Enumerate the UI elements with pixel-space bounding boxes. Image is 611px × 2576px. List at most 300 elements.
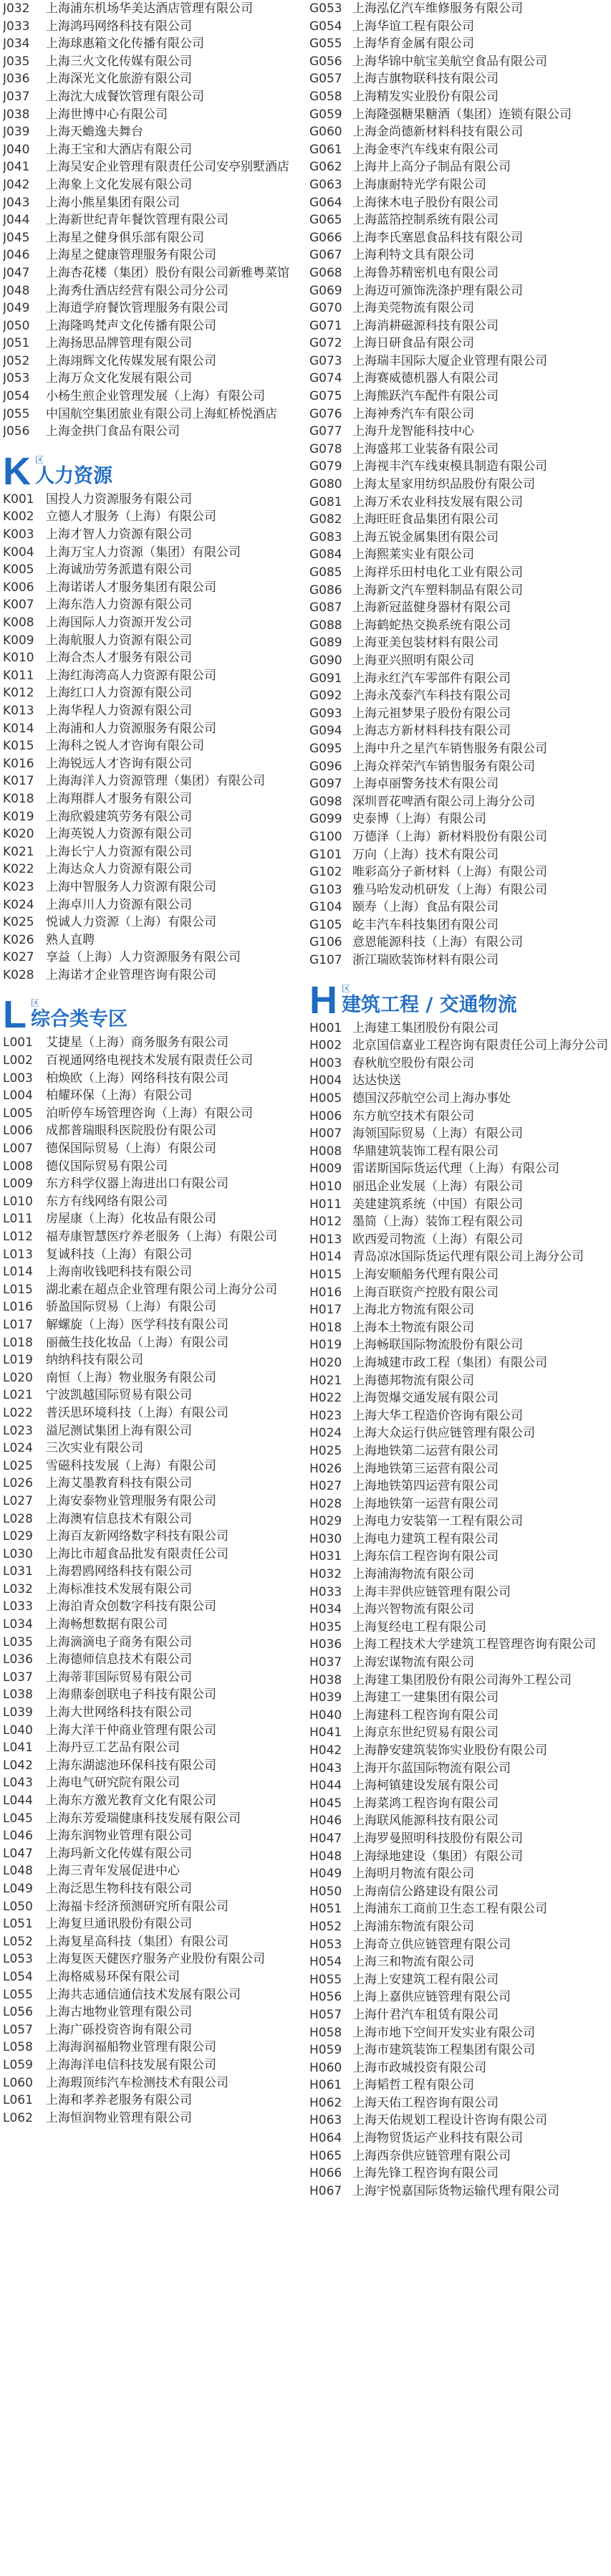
booth-code: L054: [3, 1969, 33, 1984]
booth-code: H030: [309, 1531, 342, 1546]
booth-code: K018: [3, 791, 34, 806]
list-item: [309, 1178, 610, 1196]
booth-code: H047: [309, 1831, 342, 1846]
company-name: 上海华育金属有限公司: [352, 37, 474, 52]
list-item: [309, 846, 610, 864]
list-item: [3, 1334, 302, 1352]
booth-code: G074: [309, 371, 342, 386]
list-item: [309, 300, 610, 317]
list-item: [309, 670, 610, 688]
company-name: 上海共志通信通信技术发展有限公司: [46, 1987, 241, 2002]
booth-code: H008: [309, 1144, 342, 1159]
list-item: [309, 2112, 610, 2130]
section-l-title: 综合类专区: [31, 1008, 128, 1031]
company-name: 上海星之健康管理服务有限公司: [46, 248, 216, 263]
list-item: [309, 1108, 610, 1126]
booth-code: L023: [3, 1423, 33, 1438]
booth-code: L033: [3, 1599, 33, 1614]
list-item: [3, 70, 302, 88]
booth-code: L013: [3, 1247, 33, 1262]
booth-code: J032: [3, 1, 30, 16]
booth-code: L044: [3, 1794, 33, 1808]
booth-code: H046: [309, 1814, 342, 1829]
list-item: [309, 1442, 610, 1460]
list-item: [3, 2074, 302, 2092]
booth-code: K022: [3, 862, 34, 877]
company-name: 上海大洋干仲商业管理有限公司: [46, 1723, 216, 1738]
list-item: [309, 1619, 610, 1637]
booth-code: H006: [309, 1109, 342, 1124]
booth-code: H045: [309, 1796, 342, 1811]
company-name: 上海建工一建集团有限公司: [352, 1690, 499, 1705]
booth-code: L060: [3, 2075, 33, 2090]
booth-code: K006: [3, 580, 34, 595]
list-item: [309, 952, 610, 969]
booth-code: H042: [309, 1743, 342, 1758]
company-name: 上海畅联国际物流股份有限公司: [352, 1338, 523, 1353]
booth-code: H062: [309, 2095, 342, 2110]
company-name: 上海迈可颁饰洗涤护理有限公司: [352, 283, 523, 298]
company-name: 上海诺诺人才服务集团有限公司: [46, 580, 216, 595]
company-name: 上海地铁第四运营有限公司: [352, 1479, 499, 1494]
company-name: 万向（上海）技术有限公司: [352, 847, 499, 862]
booth-code: K026: [3, 932, 34, 947]
list-item: [3, 737, 302, 755]
booth-code: L009: [3, 1177, 33, 1192]
company-name: 东方航空技术有限公司: [352, 1109, 474, 1124]
booth-code: H035: [309, 1619, 342, 1634]
company-name: 上海畅想数据有限公司: [46, 1617, 168, 1632]
list-item: [3, 264, 302, 282]
booth-code: K001: [3, 492, 34, 507]
list-item: [309, 617, 610, 635]
booth-code: G092: [309, 689, 342, 704]
booth-code: H060: [309, 2060, 342, 2075]
company-name: 德保国际贸易（上海）有限公司: [46, 1141, 216, 1157]
list-item: [3, 353, 302, 370]
company-name: 上海志方新材料科技有限公司: [352, 724, 511, 739]
list-item: [3, 878, 302, 896]
booth-code: G065: [309, 213, 342, 228]
list-item: [309, 2165, 610, 2183]
company-name: 上海神秀汽车有限公司: [352, 406, 474, 421]
list-item: [309, 1319, 610, 1337]
list-item: [3, 1686, 302, 1704]
company-name: 普沃思环境科技（上海）有限公司: [46, 1405, 228, 1420]
booth-code: K005: [3, 562, 34, 578]
booth-code: J040: [3, 142, 30, 157]
booth-code: L036: [3, 1652, 33, 1667]
booth-code: H051: [309, 1902, 342, 1917]
list-item: [309, 70, 610, 88]
booth-code: H036: [309, 1637, 342, 1652]
section-k-header: [3, 444, 302, 491]
company-name: 上海深光文化旅游有限公司: [46, 72, 192, 87]
company-name: 上海秀仕酒店经营有限公司分公司: [46, 283, 228, 298]
list-item: [309, 687, 610, 705]
booth-code: J033: [3, 19, 30, 34]
list-item: [3, 1968, 302, 1986]
company-name: 春秋航空股份有限公司: [352, 1055, 474, 1071]
list-item: [309, 1354, 610, 1372]
company-name: 上海韬哲工程有限公司: [352, 2078, 474, 2093]
list-item: [3, 1634, 302, 1652]
booth-code: L045: [3, 1811, 33, 1826]
booth-code: L002: [3, 1053, 33, 1068]
booth-code: K016: [3, 756, 34, 771]
booth-code: G098: [309, 794, 342, 809]
list-item: [3, 1616, 302, 1634]
company-name: 解螺旋（上海）医学科技有限公司: [46, 1317, 228, 1332]
booth-code: G099: [309, 812, 342, 827]
list-item: [309, 1037, 610, 1055]
booth-code: H027: [309, 1479, 342, 1494]
booth-code: H067: [309, 2183, 342, 2198]
company-name: 上海鲁苏精密机电有限公司: [352, 265, 499, 280]
company-name: 上海众祥荣汽车销售服务有限公司: [352, 759, 535, 774]
list-item: [309, 934, 610, 952]
company-name: 上海绿地建设（集团）有限公司: [352, 1849, 523, 1864]
booth-code: J048: [3, 283, 30, 298]
booth-code: H032: [309, 1567, 342, 1582]
company-name: 上海安泰物业管理服务有限公司: [46, 1493, 216, 1508]
booth-code: G062: [309, 160, 342, 175]
booth-code: K024: [3, 897, 34, 912]
list-item: [3, 1704, 302, 1722]
company-name: 上海卓丽警务技术有限公司: [352, 777, 499, 792]
booth-code: L048: [3, 1864, 33, 1879]
list-item: [3, 1810, 302, 1828]
booth-code: G072: [309, 336, 342, 351]
booth-code: G071: [309, 318, 342, 333]
company-name: 上海华谊工程有限公司: [352, 19, 474, 34]
booth-code: L018: [3, 1335, 33, 1350]
booth-code: H011: [309, 1197, 342, 1212]
booth-code: H038: [309, 1672, 342, 1687]
booth-code: L010: [3, 1194, 33, 1209]
list-item: [309, 1389, 610, 1407]
company-name: 上海大众运行供应链管理有限公司: [352, 1426, 535, 1441]
booth-code: H034: [309, 1602, 342, 1617]
booth-code: L039: [3, 1705, 33, 1720]
booth-code: K019: [3, 809, 34, 824]
company-name: 上海明月物流有限公司: [352, 1867, 474, 1882]
booth-code: L029: [3, 1529, 33, 1544]
company-name: 上海城建市政工程（集团）有限公司: [352, 1355, 547, 1370]
company-name: 上海万众文化发展有限公司: [46, 371, 192, 386]
company-name: 上海天佑规划工程设计咨询有限公司: [352, 2113, 547, 2128]
company-name: 上海静安建筑装饰实业股份有限公司: [352, 1743, 547, 1758]
list-item: [3, 1422, 302, 1440]
booth-code: G086: [309, 583, 342, 598]
list-item: [309, 652, 610, 670]
booth-code: H020: [309, 1355, 342, 1370]
company-name: 上海德师信息技术有限公司: [46, 1652, 192, 1667]
booth-code: L015: [3, 1282, 33, 1297]
booth-code: G084: [309, 547, 342, 562]
list-item: [3, 720, 302, 738]
list-item: [309, 775, 610, 793]
company-name: 上海广砾投资咨询有限公司: [46, 2022, 192, 2037]
booth-code: H005: [309, 1091, 342, 1106]
list-item: [309, 1020, 610, 1038]
list-item: [3, 1475, 302, 1493]
company-name: 意恩能源科技（上海）有限公司: [352, 935, 523, 950]
company-name: 上海中智服务人力资源有限公司: [46, 879, 216, 894]
list-item: [309, 35, 610, 53]
company-name: 上海东润物业管理有限公司: [46, 1829, 192, 1844]
booth-code: L025: [3, 1458, 33, 1473]
booth-code: G105: [309, 917, 342, 932]
company-name: 上海欣毅建筑劳务有限公司: [46, 809, 192, 824]
list-item: [3, 932, 302, 949]
booth-code: K004: [3, 545, 34, 560]
company-name: 上海海洋人力资源管理（集团）有限公司: [46, 774, 265, 789]
list-item: [309, 1090, 610, 1108]
booth-code: H055: [309, 1972, 342, 1987]
booth-code: L016: [3, 1300, 33, 1315]
list-item: [309, 229, 610, 247]
booth-code: L017: [3, 1317, 33, 1332]
list-item: [309, 0, 610, 18]
booth-code: H009: [309, 1162, 342, 1177]
right-column: [309, 0, 610, 2200]
list-item: [3, 508, 302, 526]
booth-code: G083: [309, 530, 342, 545]
company-name: 上海三火文化传媒有限公司: [46, 54, 192, 69]
booth-code: J050: [3, 318, 30, 333]
list-item: [309, 1072, 610, 1090]
booth-code: G061: [309, 142, 342, 157]
booth-code: L011: [3, 1212, 33, 1227]
booth-code: H039: [309, 1690, 342, 1705]
company-name: 上海瑞丰国际大厦企业管理有限公司: [352, 353, 547, 368]
booth-code: J047: [3, 265, 30, 280]
booth-code: G076: [309, 406, 342, 421]
company-name: 上海建科工程咨询有限公司: [352, 1708, 499, 1723]
company-name: 上海翔群人才服务有限公司: [46, 791, 192, 806]
list-item: [3, 967, 302, 985]
company-name: 上海象上文化发展有限公司: [46, 177, 192, 192]
company-name: 上海瑕顶纬汽车检测技术有限公司: [46, 2075, 228, 2090]
list-item: [309, 1407, 610, 1425]
list-item: [309, 1284, 610, 1302]
booth-code: L056: [3, 2005, 33, 2020]
list-item: [3, 1210, 302, 1228]
company-name: 上海旺旺食品集团有限公司: [352, 512, 499, 527]
list-item: [3, 388, 302, 406]
company-name: 上海吉旗物联科技有限公司: [352, 72, 499, 87]
booth-code: L055: [3, 1987, 33, 2002]
company-name: 上海菜鸿工程咨询有限公司: [352, 1796, 499, 1811]
left-column: [3, 0, 302, 2127]
list-item: [309, 123, 610, 141]
list-item: [3, 1263, 302, 1281]
booth-code: L038: [3, 1687, 33, 1703]
booth-code: H061: [309, 2078, 342, 2093]
list-item: [3, 843, 302, 861]
section-l-title-group: [31, 998, 128, 1034]
company-name: 中国航空集团旅业有限公司上海虹桥悦酒店: [46, 406, 277, 421]
company-name: 上海西奈供应链管理有限公司: [352, 2148, 511, 2163]
company-name: 丽薇生技化妆品（上海）有限公司: [46, 1335, 228, 1350]
company-name: 上海京东世纪贸易有限公司: [352, 1725, 499, 1741]
company-name: 上海美莞物流有限公司: [352, 301, 474, 316]
company-name: 上海奇立供应链管理有限公司: [352, 1937, 511, 1952]
booth-code: H003: [309, 1055, 342, 1071]
list-item: [309, 1513, 610, 1531]
booth-code: J036: [3, 72, 30, 87]
company-name: 上海科之锐人才咨询有限公司: [46, 739, 204, 754]
list-item: [3, 335, 302, 353]
booth-code: G102: [309, 865, 342, 880]
company-name: 上海浦海物流有限公司: [352, 1567, 474, 1582]
booth-code: L022: [3, 1405, 33, 1420]
booth-code: H026: [309, 1461, 342, 1476]
company-name: 熟人直聘: [46, 932, 95, 947]
company-name: 上海赛威德机器人有限公司: [352, 371, 499, 386]
list-item: [3, 1175, 302, 1193]
company-name: 上海联风能源科技有限公司: [352, 1814, 499, 1829]
list-item: [3, 544, 302, 562]
company-name: 房屋康（上海）化妆品有限公司: [46, 1212, 216, 1227]
company-name: 百视通网络电视技术发展有限责任公司: [46, 1053, 253, 1068]
company-name: 上海金拱门食品有限公司: [46, 424, 180, 439]
list-item: [3, 1581, 302, 1599]
booth-code: G059: [309, 107, 342, 122]
booth-code: L062: [3, 2110, 33, 2125]
booth-code: L004: [3, 1088, 33, 1103]
company-name: 上海鹤蛇热交换系统有限公司: [352, 618, 511, 633]
company-name: 上海升龙智能科技中心: [352, 424, 474, 439]
booth-code: L059: [3, 2057, 33, 2072]
booth-code: K013: [3, 703, 34, 718]
company-name: 上海才智人力资源有限公司: [46, 527, 192, 542]
list-item: [3, 1862, 302, 1880]
booth-code: H064: [309, 2131, 342, 2146]
list-item: [309, 2148, 610, 2165]
company-name: 上海罗曼照明科技股份有限公司: [352, 1831, 523, 1846]
list-item: [309, 1478, 610, 1495]
company-name: 上海开尔蓝国际物流有限公司: [352, 1761, 511, 1776]
section-k-title-group: [35, 455, 112, 491]
list-item: [309, 1760, 610, 1778]
list-item: [3, 88, 302, 106]
company-name: 复诚科技（上海）有限公司: [46, 1247, 192, 1262]
company-name: 上海泓亿汽车维修服务有限公司: [352, 1, 523, 16]
list-item: [309, 1266, 610, 1284]
booth-code: G070: [309, 301, 342, 316]
company-name: 上海先锋工程咨询有限公司: [352, 2166, 499, 2181]
company-name: 上海本土物流有限公司: [352, 1320, 474, 1335]
company-name: 上海玛新文化传媒有限公司: [46, 1846, 192, 1861]
section-l-qu: 区: [31, 998, 40, 1009]
list-item: [3, 1546, 302, 1564]
booth-code: K025: [3, 915, 34, 930]
booth-code: L027: [3, 1493, 33, 1508]
company-name: 上海丹豆工艺品有限公司: [46, 1741, 180, 1756]
company-name: 上海蓝箔控制系统有限公司: [352, 213, 499, 228]
booth-code: G096: [309, 759, 342, 774]
company-name: 上海东方激光教育文化有限公司: [46, 1794, 216, 1808]
booth-code: K020: [3, 827, 34, 842]
company-name: 上海星之健身俱乐部有限公司: [46, 230, 204, 245]
booth-code: K028: [3, 967, 34, 982]
company-name: 上海碧鸥网络科技有限公司: [46, 1564, 192, 1579]
section-h-list: [309, 1020, 610, 2201]
list-item: [309, 2041, 610, 2059]
list-item: [3, 1757, 302, 1775]
list-item: [309, 53, 610, 71]
list-item: [3, 1440, 302, 1457]
booth-code: H028: [309, 1496, 342, 1511]
list-item: [3, 1457, 302, 1475]
booth-code: J055: [3, 406, 30, 421]
company-name: 上海市地下空间开发实业有限公司: [352, 2025, 535, 2040]
booth-code: K021: [3, 844, 34, 859]
booth-code: L041: [3, 1741, 33, 1756]
booth-code: J034: [3, 37, 30, 52]
booth-code: H066: [309, 2166, 342, 2181]
section-l-letter: L: [3, 993, 27, 1037]
company-name: 屹丰汽车科技集团有限公司: [352, 917, 499, 932]
company-name: 上海逍学府餐饮管理服务有限公司: [46, 301, 228, 316]
booth-code: J053: [3, 371, 30, 386]
company-name: 悦诚人力资源（上海）有限公司: [46, 915, 216, 930]
booth-code: J054: [3, 389, 30, 404]
list-item: [3, 1034, 302, 1052]
company-name: 上海三和物流有限公司: [352, 1955, 474, 1970]
list-item: [309, 1566, 610, 1584]
list-item: [309, 1160, 610, 1178]
list-item: [3, 53, 302, 71]
list-item: [309, 1795, 610, 1813]
company-name: 上海小熊星集团有限公司: [46, 195, 180, 210]
list-item: [3, 790, 302, 808]
list-item: [309, 370, 610, 388]
list-item: [3, 317, 302, 335]
list-item: [309, 211, 610, 229]
booth-code: G081: [309, 494, 342, 509]
list-item: [309, 634, 610, 652]
booth-code: G058: [309, 89, 342, 104]
booth-code: G067: [309, 248, 342, 263]
left-top-list: [3, 0, 302, 441]
company-name: 上海浦东工商前卫生态工程有限公司: [352, 1902, 547, 1917]
booth-code: G078: [309, 441, 342, 456]
company-name: 海领国际贸易（上海）有限公司: [352, 1126, 523, 1141]
company-name: 浙江瑞欧装饰材料有限公司: [352, 953, 499, 968]
section-k-qu: 区: [35, 454, 44, 465]
booth-code: L021: [3, 1388, 33, 1403]
company-name: 上海北方物流有限公司: [352, 1303, 474, 1318]
booth-code: G093: [309, 706, 342, 721]
company-name: 上海海洋电信科技发展有限公司: [46, 2057, 216, 2072]
company-name: 上海电气研究院有限公司: [46, 1776, 180, 1791]
list-item: [3, 1827, 302, 1845]
booth-code: H058: [309, 2025, 342, 2040]
list-item: [3, 1087, 302, 1105]
list-item: [3, 1298, 302, 1316]
company-name: 上海华锦中航宝美航空食品有限公司: [352, 54, 547, 69]
company-name: 上海国际人力资源开发公司: [46, 616, 192, 630]
section-h-title: 建筑工程 / 交通物流: [342, 993, 517, 1016]
company-name: 上海德邦物流有限公司: [352, 1373, 474, 1388]
list-item: [309, 599, 610, 617]
company-name: 上海李氏塞恩食品科技有限公司: [352, 230, 523, 245]
list-item: [3, 194, 302, 212]
booth-code: G069: [309, 283, 342, 298]
